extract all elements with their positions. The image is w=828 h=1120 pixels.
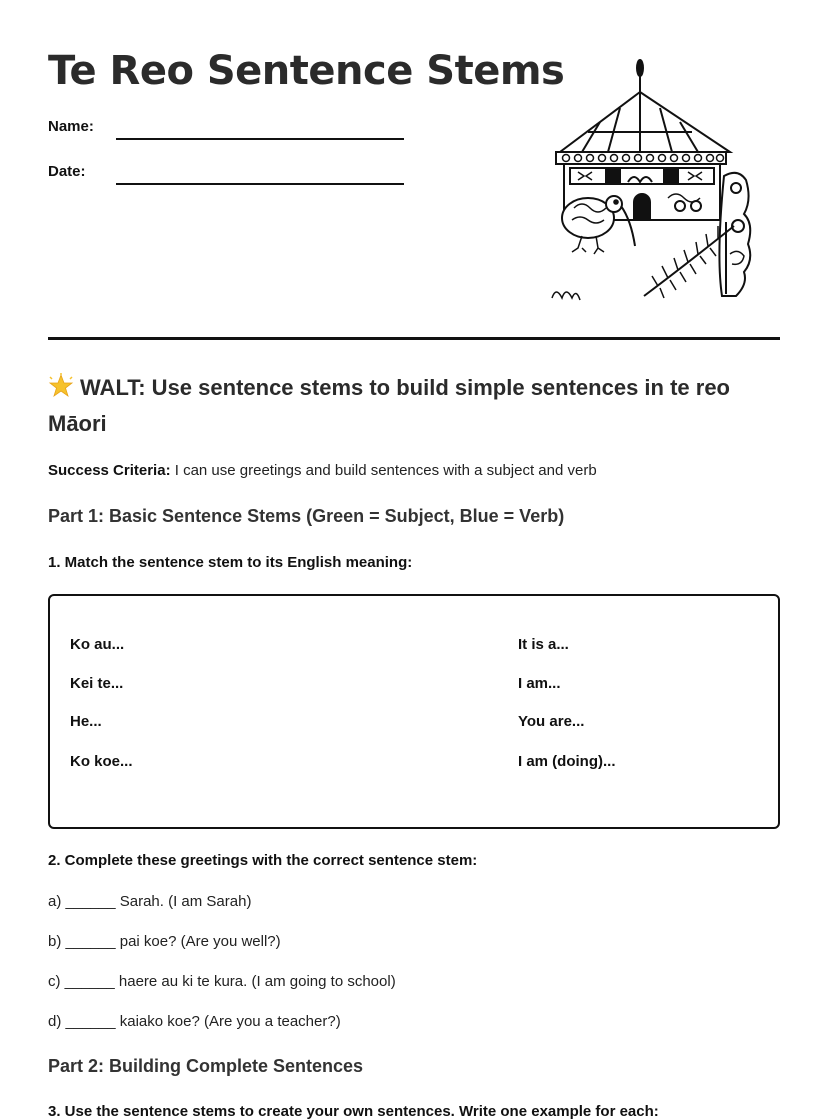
question-1: 1. Match the sentence stem to its English meaning:	[48, 554, 413, 571]
glowing-star-icon	[48, 373, 74, 399]
wharenui-kiwi-illustration	[548, 58, 768, 304]
stem-ko-koe[interactable]: Ko koe...	[70, 753, 133, 770]
page-title: Te Reo Sentence Stems	[48, 48, 565, 94]
section-divider	[48, 337, 780, 340]
part1-heading: Part 1: Basic Sentence Stems (Green = Subject, Blue = Verb)	[48, 506, 565, 526]
walt-heading	[48, 370, 780, 442]
date-field[interactable]	[48, 163, 408, 187]
greeting-d[interactable]: d) ______ kaiako koe? (Are you a teacher?)	[48, 1013, 341, 1030]
name-label: Name:	[48, 118, 94, 135]
date-label: Date:	[48, 163, 86, 180]
part2-heading: Part 2: Building Complete Sentences	[48, 1056, 364, 1076]
question-2: 2. Complete these greetings with the correct sentence stem:	[48, 852, 478, 869]
meaning-it-is-a[interactable]: It is a...	[518, 636, 569, 653]
stem-kei-te[interactable]: Kei te...	[70, 675, 124, 692]
date-line[interactable]	[116, 183, 404, 185]
success-criteria-label: Success Criteria:	[48, 462, 171, 479]
meaning-you-are[interactable]: You are...	[518, 713, 585, 730]
stem-ko-au[interactable]: Ko au...	[70, 636, 125, 653]
walt-text: WALT: Use sentence stems to build simple sentences in te reo Māori	[48, 375, 730, 436]
greeting-a[interactable]: a) ______ Sarah. (I am Sarah)	[48, 893, 252, 910]
success-criteria-text: I can use greetings and build sentences with a subject and verb	[174, 462, 597, 479]
greeting-b[interactable]: b) ______ pai koe? (Are you well?)	[48, 933, 281, 950]
name-field[interactable]	[48, 118, 408, 142]
success-criteria	[48, 462, 597, 479]
greeting-c[interactable]: c) ______ haere au ki te kura. (I am going to school)	[48, 973, 396, 990]
matching-box	[48, 594, 780, 829]
name-line[interactable]	[116, 138, 404, 140]
meaning-i-am-doing[interactable]: I am (doing)...	[518, 753, 616, 770]
question-3: 3. Use the sentence stems to create your own sentences. Write one example for each:	[48, 1103, 659, 1120]
stem-he[interactable]: He...	[70, 713, 102, 730]
meaning-i-am[interactable]: I am...	[518, 675, 561, 692]
